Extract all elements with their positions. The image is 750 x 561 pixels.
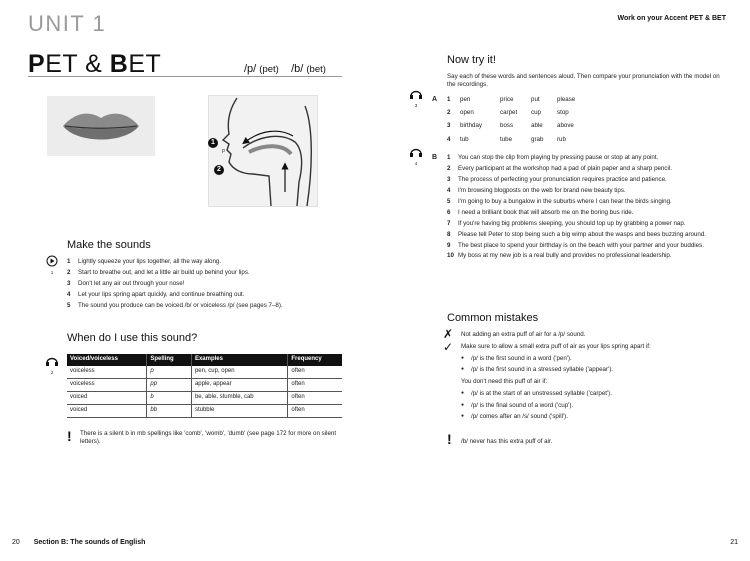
play-button[interactable] [45,255,59,275]
table-row: voiceless pp apple, appear often [67,379,342,392]
make-sounds-heading: Make the sounds [67,239,151,251]
phoneme-b: /b/ [291,63,304,75]
exercise-b-label: B [432,154,438,161]
table-row: 1 pen price put please [447,96,576,103]
list-item: 5 The sound you produce can be voiced /b/ or voiceless /p/ (see pages 7–8). [67,301,283,309]
list-item: 4 Let your lips spring apart quickly, and continue breathing out. [67,290,245,298]
list-item: 1 Lightly squeeze your lips together, all the way along. [67,258,222,265]
list-item: 8 Please tell Peter to stop being such a big wimp about the wasps and bees buzzing around. [447,230,707,238]
phoneme-b-example: (bet) [306,64,326,75]
common-mistakes-list [451,331,731,425]
list-item: 2 Every participant at the workshop had a pad of plain paper and a sharp pencil. [447,164,672,172]
list-item: You don't need this puff of air if: [461,378,548,385]
play-icon [46,255,58,267]
now-try-heading: Now try it! [447,54,496,66]
list-item: ● /p/ is the first sound in a stressed syllable ('appear'). [451,366,731,374]
list-item: 7 If you're having big problems sleeping, you should top up by grabbing a power nap. [447,219,686,227]
exclamation-icon: ! [447,431,452,447]
audio-track-3[interactable]: 3 [409,88,423,108]
phoneme-p-example: (pet) [259,64,279,75]
page-number-right: 21 [730,539,738,546]
book-title: Work on your Accent [617,15,688,22]
list-item: 4 I'm browsing blogposts on the web for brand new beauty tips. [447,186,626,194]
page-title: PET & BET [28,50,162,78]
table-row: voiced bb stubble often [67,405,342,418]
list-item: Make sure to allow a small extra puff of air as your lips spring apart if: [461,342,651,350]
list-item: ● /p/ comes after an /s/ sound ('spill'). [451,413,731,421]
headphones-icon [409,146,423,158]
silent-b-note: There is a silent b in mb spellings like 'comb', 'womb', 'dumb' (see page 172 for more on silent letters). [80,430,337,446]
list-item: 1 You can stop the clip from playing by pressing pause or stop at any point. [447,154,659,161]
list-item: Not adding an extra puff of air for a /p/ sound. [461,331,586,338]
list-item: ● /p/ is the first sound in a word ('pen'). [451,355,731,363]
table-row: 4 tub tube grab rub [447,135,566,143]
unit-label: UNIT 1 [28,11,107,36]
list-item: 3 The process of perfecting your pronunciation requires practice and patience. [447,175,667,183]
table-header-row: Voiced/voiceless Spelling Examples Frequency [67,354,342,366]
common-mistakes-heading: Common mistakes [447,312,539,324]
phoneme-p: /p/ [244,63,257,75]
exclamation-icon: ! [67,428,72,444]
lips-photo [47,96,155,156]
diagram-badge-1: 1 [208,138,218,148]
table-row: 2 open carpet cup stop [447,109,569,117]
list-item: 9 The best place to spend your birthday is on the beach with your partner and your buddies. [447,241,704,249]
cross-icon: ✗ [443,327,454,341]
list-item: 5 I'm going to buy a bungalow in the suburbs where I can hear the birds singing. [447,197,672,205]
running-header [617,15,726,24]
table-row: voiceless p pen, cup, open often [67,366,342,379]
voiced-b-note: /b/ never has this extra puff of air. [461,438,553,445]
page-number-left: 20 [12,539,20,546]
make-sounds-steps [67,258,342,313]
list-item: 10 My boss at my new job is a real bully and provides no professional leadership. [447,252,672,260]
table-row: voiced b be, able, stumble, cab often [67,392,342,405]
now-try-intro: Say each of these words and sentences aloud. Then compare your pronunciation with the model on the recordings. [447,73,720,89]
diagram-badge-2: 2 [214,165,224,175]
headphones-icon [409,88,423,100]
when-use-heading: When do I use this sound? [67,332,198,344]
table-row: 3 birthday boss able above [447,122,574,130]
spelling-table [67,354,342,418]
tick-icon: ✓ [443,340,454,354]
exercise-a-label: A [432,96,438,103]
phoneme-labels [244,63,326,77]
track-number: 1 [50,269,54,275]
headphones-icon [45,355,59,367]
diagram-label: p [222,148,225,154]
list-item: ● /p/ is at the start of an unstressed syllable ('carpet'). [451,390,731,398]
title-rule [28,76,342,77]
footer-left [12,539,145,548]
sentence-list-b [447,154,729,263]
word-grid-a [447,96,597,149]
list-item: 6 I need a brilliant book that will absorb me on the boring bus ride. [447,208,634,216]
audio-track-4[interactable]: 4 [409,146,423,166]
list-item: ● /p/ is the final sound of a word ('cup'). [451,402,731,410]
section-title: Section B: The sounds of English [33,539,146,546]
audio-track-2[interactable]: 2 [45,355,59,375]
list-item: 3 Don't let any air out through your nose! [67,279,185,287]
running-topic: PET & BET [689,15,726,22]
list-item: 2 Start to breathe out, and let a little air build up behind your lips. [67,268,250,276]
